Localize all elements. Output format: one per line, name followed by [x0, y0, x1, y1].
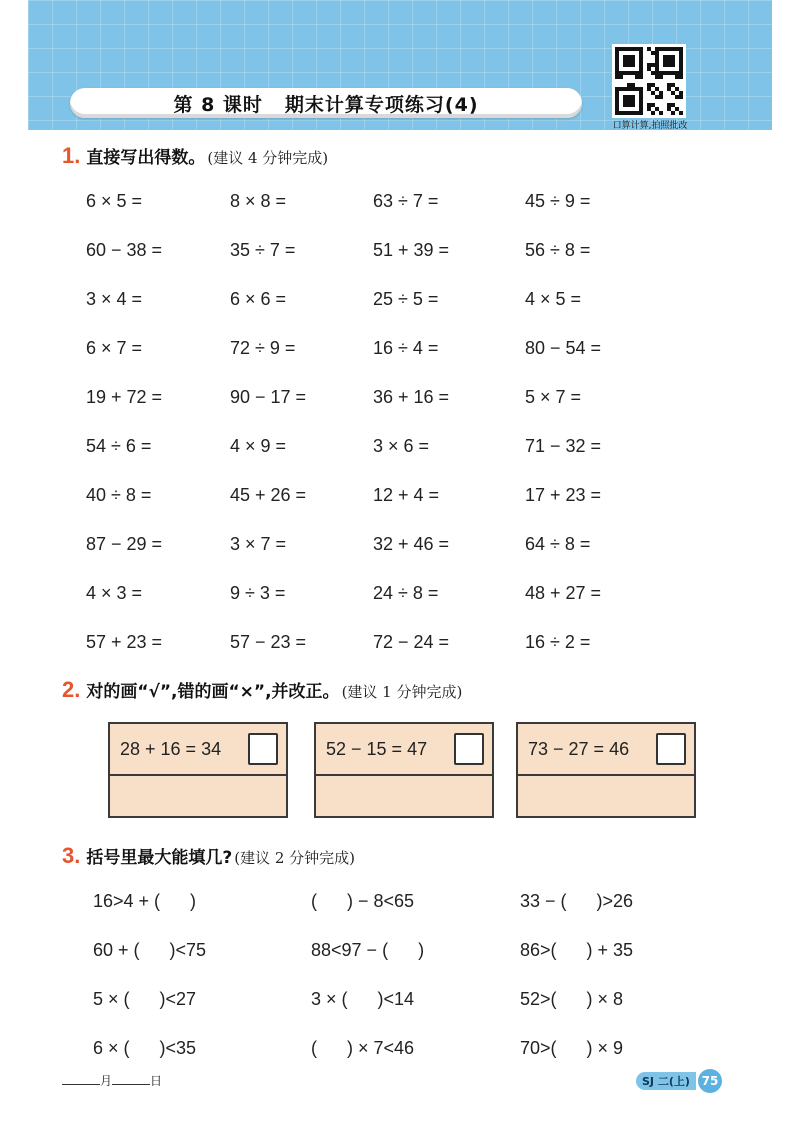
exercise-item: 80 − 54 = [525, 338, 602, 358]
check-card-3 [516, 722, 696, 818]
exercise-item: 56 ÷ 8 = [525, 240, 591, 260]
date-field[interactable] [62, 1072, 162, 1089]
inequality-item: 60 + ( )<75 [93, 940, 207, 960]
question-1-text: 直接写出得数。 [86, 148, 206, 168]
exercise-item: 19 + 72 = [86, 387, 163, 407]
exercise-item: 4 × 9 = [230, 436, 287, 456]
exercise-item: 63 ÷ 7 = [373, 191, 439, 211]
exercise-item: 6 × 7 = [86, 338, 143, 358]
check-card-equation: 73 − 27 = 46 [528, 738, 630, 759]
exercise-item: 64 ÷ 8 = [525, 534, 591, 554]
exercise-item: 72 − 24 = [373, 632, 450, 652]
exercise-item: 24 ÷ 8 = [373, 583, 439, 603]
exercise-item: 32 + 46 = [373, 534, 450, 554]
exercise-item: 57 − 23 = [230, 632, 307, 652]
correction-area[interactable] [316, 776, 492, 816]
exercise-item: 17 + 23 = [525, 485, 602, 505]
exercise-item: 60 − 38 = [86, 240, 163, 260]
exercise-item: 3 × 7 = [230, 534, 287, 554]
inequality-item: 86>( ) + 35 [520, 940, 634, 960]
correction-area[interactable] [110, 776, 286, 816]
question-1-hint: (建议 4 分钟完成) [207, 149, 329, 167]
exercise-item: 12 + 4 = [373, 485, 440, 505]
day-label: 日 [150, 1074, 163, 1088]
exercise-item: 87 − 29 = [86, 534, 163, 554]
exercise-item: 4 × 3 = [86, 583, 143, 603]
question-2-number: 2. [62, 677, 81, 702]
question-1-number: 1. [62, 143, 81, 168]
check-card-equation: 52 − 15 = 47 [326, 738, 428, 759]
inequality-item: ( ) × 7<46 [311, 1038, 415, 1058]
exercise-item: 5 × 7 = [525, 387, 582, 407]
question-2-text: 对的画“√”,错的画“×”,并改正。 [86, 682, 340, 702]
month-label: 月 [100, 1074, 113, 1088]
exercise-item: 25 ÷ 5 = [373, 289, 439, 309]
exercise-item: 3 × 6 = [373, 436, 430, 456]
check-mark-box[interactable] [454, 733, 484, 765]
question-3-number: 3. [62, 843, 81, 868]
exercise-item: 45 + 26 = [230, 485, 307, 505]
page-title [70, 88, 582, 118]
inequality-item: ( ) − 8<65 [311, 891, 415, 911]
inequality-item: 3 × ( )<14 [311, 989, 415, 1009]
grade-badge: SJ 二(上) [636, 1072, 696, 1090]
exercise-item: 16 ÷ 4 = [373, 338, 439, 358]
exercise-item: 6 × 5 = [86, 191, 143, 211]
exercise-item: 57 + 23 = [86, 632, 163, 652]
lesson-number: 第 8 课时 [173, 93, 263, 116]
exercise-item: 6 × 6 = [230, 289, 287, 309]
inequality-item: 5 × ( )<27 [93, 989, 197, 1009]
inequality-item: 16>4 + ( ) [93, 891, 197, 911]
inequality-item: 33 − ( )>26 [520, 891, 634, 911]
check-mark-box[interactable] [248, 733, 278, 765]
question-2-hint: (建议 1 分钟完成) [341, 683, 463, 701]
exercise-item: 35 ÷ 7 = [230, 240, 296, 260]
question-2-header [62, 677, 462, 703]
exercise-item: 16 ÷ 2 = [525, 632, 591, 652]
inequality-item: 52>( ) × 8 [520, 989, 624, 1009]
qr-code-icon[interactable] [612, 44, 686, 118]
question-3-header [62, 843, 355, 869]
exercise-item: 4 × 5 = [525, 289, 582, 309]
exercise-item: 72 ÷ 9 = [230, 338, 296, 358]
lesson-title: 期末计算专项练习(4) [284, 93, 479, 116]
check-card-1 [108, 722, 288, 818]
exercise-item: 51 + 39 = [373, 240, 450, 260]
exercise-item: 8 × 8 = [230, 191, 287, 211]
question-3-text: 括号里最大能填几? [86, 848, 233, 868]
exercise-item: 48 + 27 = [525, 583, 602, 603]
exercise-item: 36 + 16 = [373, 387, 450, 407]
question-3-hint: (建议 2 分钟完成) [234, 849, 356, 867]
exercise-item: 3 × 4 = [86, 289, 143, 309]
exercise-item: 9 ÷ 3 = [230, 583, 286, 603]
check-mark-box[interactable] [656, 733, 686, 765]
check-card-2 [314, 722, 494, 818]
page-number: 75 [698, 1069, 722, 1093]
inequality-item: 70>( ) × 9 [520, 1038, 624, 1058]
exercise-item: 45 ÷ 9 = [525, 191, 591, 211]
check-card-equation: 28 + 16 = 34 [120, 738, 222, 759]
inequality-item: 6 × ( )<35 [93, 1038, 197, 1058]
correction-area[interactable] [518, 776, 694, 816]
exercise-item: 71 − 32 = [525, 436, 602, 456]
exercise-item: 90 − 17 = [230, 387, 307, 407]
exercise-item: 40 ÷ 8 = [86, 485, 152, 505]
qr-code-pattern [615, 47, 683, 115]
inequality-item: 88<97 − ( ) [311, 940, 425, 960]
qr-caption: 口算计算,拍照批改 [612, 121, 688, 131]
exercise-item: 54 ÷ 6 = [86, 436, 152, 456]
question-1-header [62, 143, 328, 169]
